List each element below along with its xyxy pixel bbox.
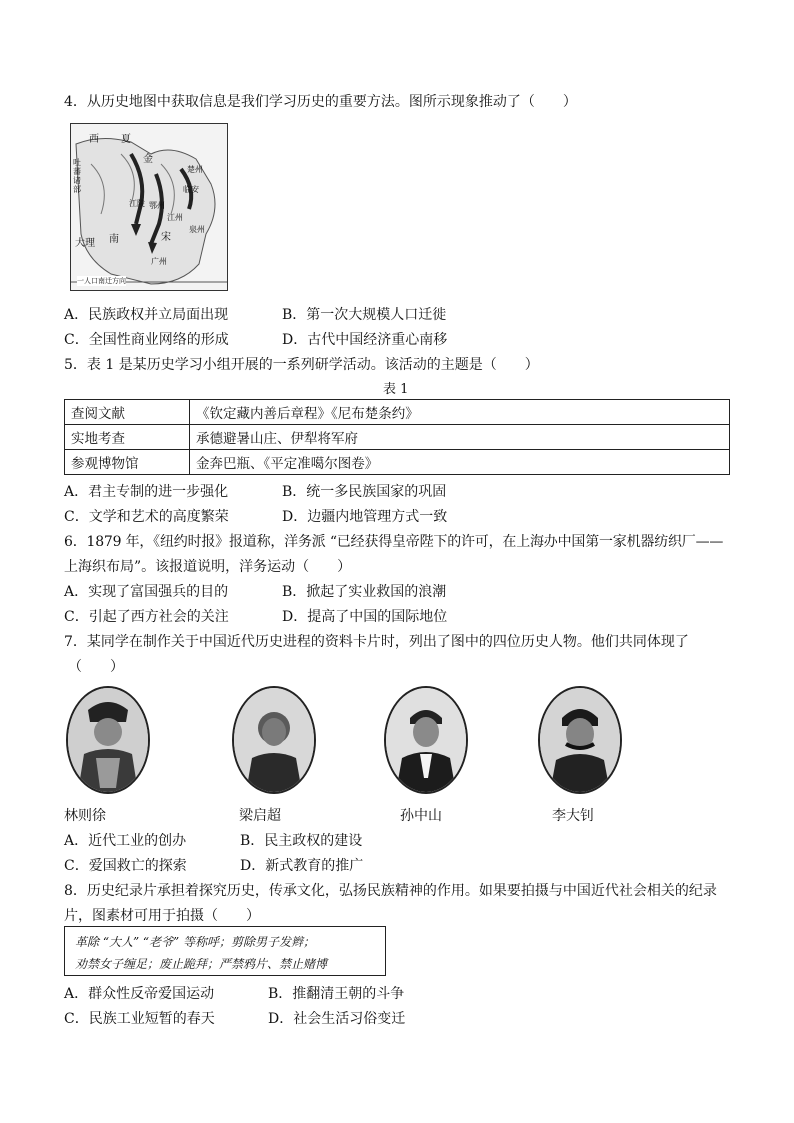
option-b: B．第一次大规模人口迁徙 bbox=[282, 307, 447, 323]
q8-stem-line2: 片，图素材可用于拍摄（ ） bbox=[64, 908, 260, 924]
table-cell: 《钦定藏内善后章程》《尼布楚条约》 bbox=[190, 400, 730, 425]
option-c: C．文学和艺术的高度繁荣 bbox=[64, 509, 229, 525]
option-a: A．实现了富国强兵的目的 bbox=[64, 584, 229, 600]
q5-stem: 5．表 1 是某历史学习小组开展的一系列研学活动。该活动的主题是（ ） bbox=[64, 357, 539, 373]
table-cell: 金奔巴瓶、《平定准噶尔图卷》 bbox=[190, 450, 730, 475]
map-label: 宋 bbox=[161, 232, 171, 243]
table-cell: 承德避暑山庄、伊犁将军府 bbox=[190, 425, 730, 450]
map-label: 南 bbox=[109, 234, 119, 245]
q8-stem-line1: 8．历史纪录片承担着探究历史，传承文化，弘扬民族精神的作用。如果要拍摄与中国近代社会相关的纪录 bbox=[64, 883, 717, 899]
table-cell: 参观博物馆 bbox=[65, 450, 190, 475]
option-c: C．民族工业短暂的春天 bbox=[64, 1011, 215, 1027]
table-cell: 查阅文献 bbox=[65, 400, 190, 425]
map-label: 临安 bbox=[183, 185, 199, 194]
map-label: 夏 bbox=[121, 134, 131, 145]
q7-stem-line2: （ ） bbox=[68, 659, 124, 675]
map-label: 广州 bbox=[151, 257, 167, 266]
map-legend: 一人口南迁方向 bbox=[77, 277, 126, 285]
q6-stem-line1: 6．1879 年，《纽约时报》报道称，洋务派 “已经获得皇帝陛下的许可，在上海办中国第一家机器纺织厂—— bbox=[64, 534, 724, 550]
option-a: A．民族政权并立局面出现 bbox=[64, 307, 229, 323]
material-line: 革除 “大人” “老爷” 等称呼；剪除男子发辫； bbox=[75, 935, 315, 949]
person-name: 林则徐 bbox=[64, 808, 106, 824]
portrait-liang-qichao bbox=[232, 686, 316, 794]
map-label: 泉州 bbox=[189, 225, 205, 234]
option-c: C．引起了西方社会的关注 bbox=[64, 609, 229, 625]
map-label: 江州 bbox=[167, 213, 183, 222]
option-a: A．群众性反帝爱国运动 bbox=[64, 986, 215, 1002]
person-name: 李大钊 bbox=[552, 808, 594, 824]
map-label: 江陵 bbox=[129, 199, 145, 208]
option-b: B．掀起了实业救国的浪潮 bbox=[282, 584, 447, 600]
q8-material-box bbox=[64, 926, 386, 976]
option-c: C．爱国救亡的探索 bbox=[64, 858, 187, 874]
table-row bbox=[65, 425, 730, 450]
option-d: D．新式教育的推广 bbox=[240, 858, 364, 874]
option-c: C．全国性商业网络的形成 bbox=[64, 332, 229, 348]
table-title: 表 1 bbox=[383, 382, 409, 397]
research-table bbox=[64, 399, 730, 475]
map-label: 吐蕃诸部 bbox=[73, 158, 81, 194]
portrait-lin-zexu bbox=[66, 686, 150, 794]
portrait-li-dazhao bbox=[538, 686, 622, 794]
map-label: 鄂州 bbox=[149, 201, 165, 210]
q4-stem: 4．从历史地图中获取信息是我们学习历史的重要方法。图所示现象推动了（ ） bbox=[64, 94, 577, 110]
person-name: 孙中山 bbox=[400, 808, 442, 824]
material-line: 劝禁女子缠足；废止跪拜；严禁鸦片、禁止赌博 bbox=[75, 957, 328, 971]
option-b: B．推翻清王朝的斗争 bbox=[268, 986, 405, 1002]
q6-stem-line2: 上海织布局”。该报道说明，洋务运动（ ） bbox=[64, 559, 352, 575]
q4-historical-map bbox=[70, 123, 228, 291]
table-cell: 实地考查 bbox=[65, 425, 190, 450]
table-row bbox=[65, 400, 730, 425]
portrait-sun-zhongshan bbox=[384, 686, 468, 794]
person-name: 梁启超 bbox=[239, 808, 281, 824]
option-b: B．民主政权的建设 bbox=[240, 833, 363, 849]
option-d: D．边疆内地管理方式一致 bbox=[282, 509, 448, 525]
option-d: D．社会生活习俗变迁 bbox=[268, 1011, 406, 1027]
map-label: 金 bbox=[143, 154, 153, 165]
q7-stem-line1: 7．某同学在制作关于中国近代历史进程的资料卡片时，列出了图中的四位历史人物。他们共同体现了 bbox=[64, 634, 689, 650]
map-label: 大理 bbox=[75, 238, 95, 249]
option-d: D．古代中国经济重心南移 bbox=[282, 332, 448, 348]
table-row bbox=[65, 450, 730, 475]
option-b: B．统一多民族国家的巩固 bbox=[282, 484, 447, 500]
map-label: 楚州 bbox=[187, 165, 203, 174]
map-label: 西 bbox=[89, 134, 99, 145]
option-a: A．近代工业的创办 bbox=[64, 833, 187, 849]
option-a: A．君主专制的进一步强化 bbox=[64, 484, 229, 500]
option-d: D．提高了中国的国际地位 bbox=[282, 609, 448, 625]
